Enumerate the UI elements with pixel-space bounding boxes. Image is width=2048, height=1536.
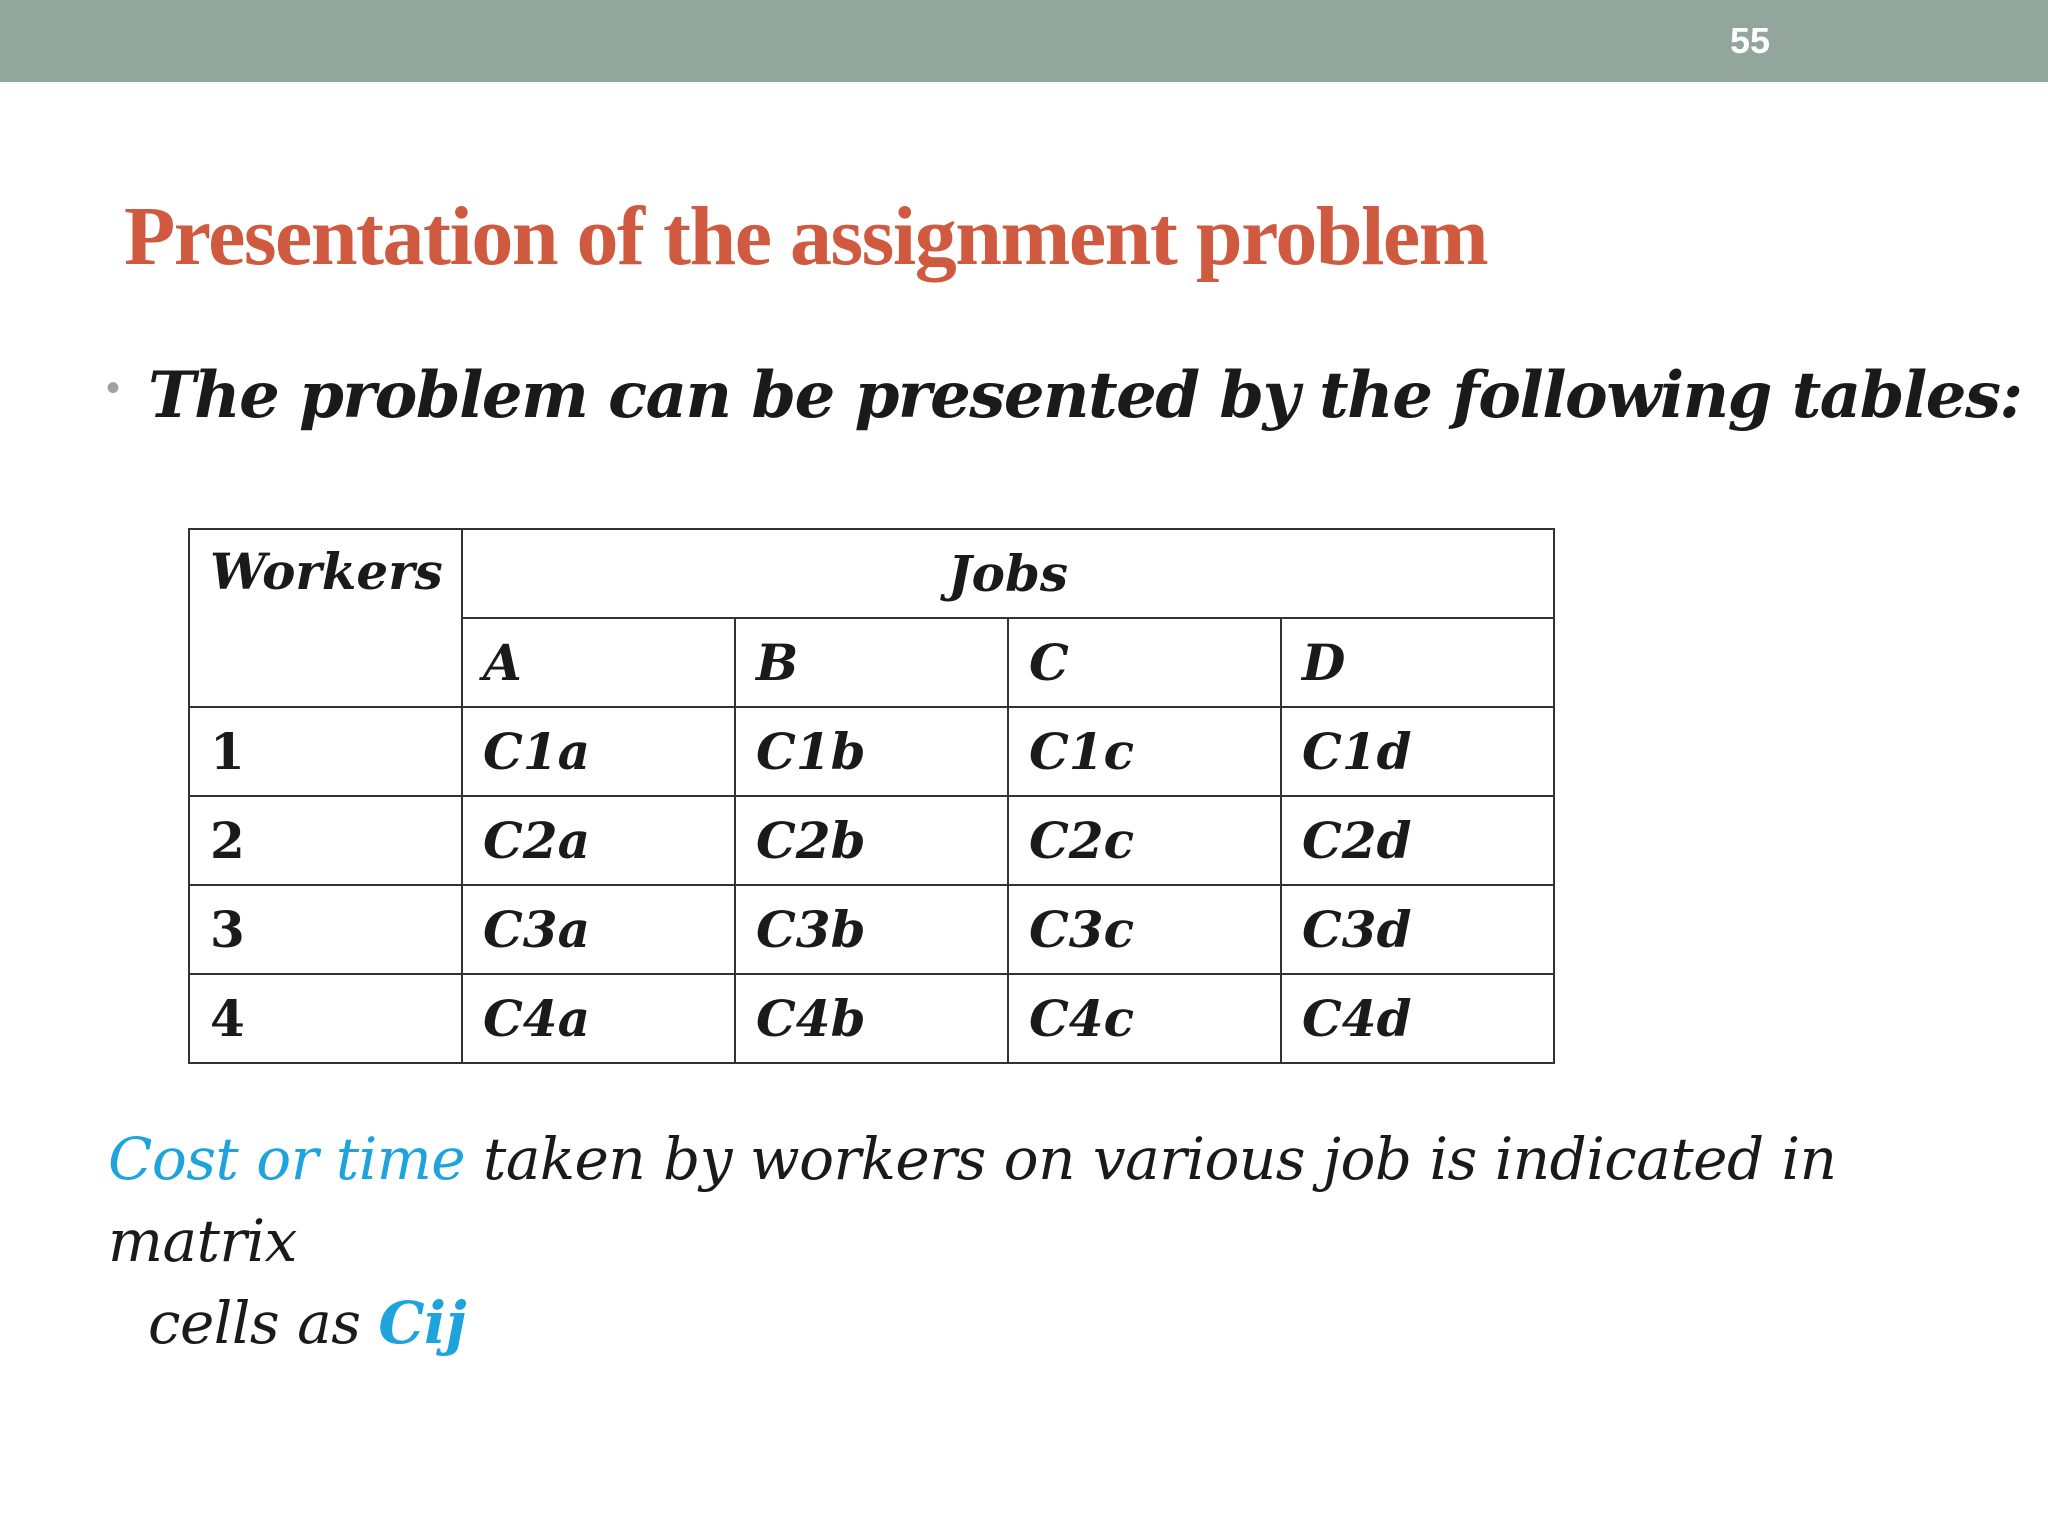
worker-label: 3 xyxy=(189,885,462,974)
cost-cell: C3a xyxy=(462,885,735,974)
cost-cell: C3d xyxy=(1281,885,1554,974)
note-text: taken by workers on various job is indicated in matrix xyxy=(108,1125,1837,1275)
bullet-text: The problem can be presented by the following tables: xyxy=(148,358,2022,433)
table-row xyxy=(189,796,1554,885)
job-column-header: B xyxy=(735,618,1008,707)
cost-cell: C4a xyxy=(462,974,735,1063)
note-text-cont: cells as xyxy=(148,1289,379,1357)
note-second-line xyxy=(108,1282,1988,1364)
note-paragraph xyxy=(108,1118,1988,1364)
cost-cell: C2c xyxy=(1008,796,1281,885)
cost-cell: C1d xyxy=(1281,707,1554,796)
cost-cell: C1a xyxy=(462,707,735,796)
job-column-header: D xyxy=(1281,618,1554,707)
cost-cell: C4c xyxy=(1008,974,1281,1063)
worker-label: 2 xyxy=(189,796,462,885)
top-bar xyxy=(0,0,2048,82)
cost-cell: C3c xyxy=(1008,885,1281,974)
header-row xyxy=(189,529,1554,618)
cost-cell: C2d xyxy=(1281,796,1554,885)
slide-number: 55 xyxy=(1729,20,1771,61)
job-column-header: C xyxy=(1008,618,1281,707)
table-row xyxy=(189,707,1554,796)
note-highlight: Cost or time xyxy=(108,1125,466,1193)
cost-cell: C1c xyxy=(1008,707,1281,796)
assignment-table xyxy=(188,528,1555,1064)
cost-cell: C1b xyxy=(735,707,1008,796)
bullet-icon: • xyxy=(106,366,121,410)
cost-cell: C4b xyxy=(735,974,1008,1063)
note-symbol: Cij xyxy=(378,1289,467,1357)
slide-title: Presentation of the assignment problem xyxy=(124,190,1488,283)
cost-cell: C3b xyxy=(735,885,1008,974)
cost-cell: C2a xyxy=(462,796,735,885)
worker-label: 1 xyxy=(189,707,462,796)
table-row xyxy=(189,974,1554,1063)
cost-cell: C2b xyxy=(735,796,1008,885)
worker-label: 4 xyxy=(189,974,462,1063)
job-column-header: A xyxy=(462,618,735,707)
workers-header: Workers xyxy=(189,529,462,707)
table-row xyxy=(189,885,1554,974)
jobs-header: Jobs xyxy=(462,529,1554,618)
cost-cell: C4d xyxy=(1281,974,1554,1063)
